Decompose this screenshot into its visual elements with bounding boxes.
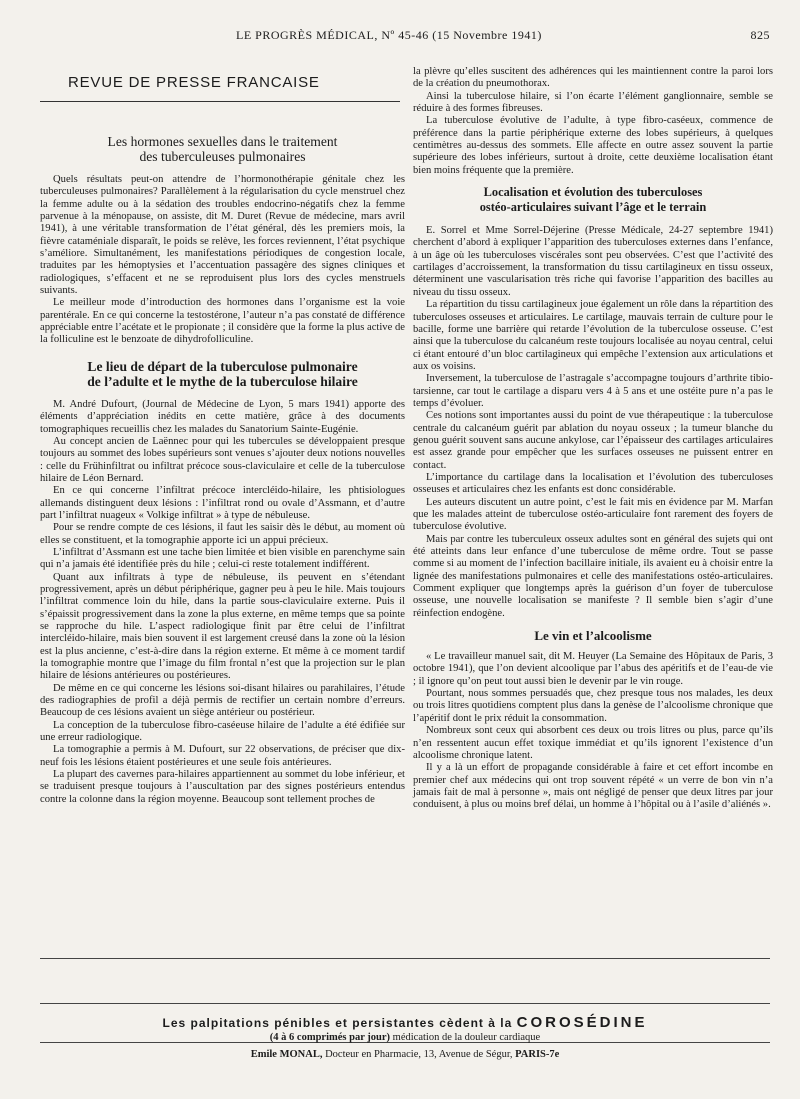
paragraph: Quant aux infiltrats à type de nébuleuse, ils peuvent en s’étendant progressivement, après un début périphérique, gagner peu à peu le hile. Mais toujours l’infiltrat commence loin du hile, dans la partie sous-claviculaire externe. Puis il s’épaissit progressivement dans la zone la plus externe, en même temps que sa pointe se rapproche du hile. L’aspect radiologique finit par être celui de l’infiltrat intercléido-hilaire, mais bien souvent il est largement creusé dans la zone où la lésion est la plus ancienne, c’est-à-dire dans la région externe. Et même à ce moment tardif la tomographie montre que l’image du film frontal n’est que la projection sur le plan hilaire de lésions antérieures ou postérieures. [40, 571, 405, 682]
right-column [413, 66, 773, 812]
advert-line-2 [40, 1032, 770, 1043]
paragraph: Pour se rendre compte de ces lésions, il faut les saisir dès le début, au moment où elles se constituent, et la tomographie apporte ici un appui précieux. [40, 522, 405, 546]
paragraph: la plèvre qu’elles suscitent des adhérences qui les maintiennent contre la paroi lors de la création du pneumothorax. [413, 66, 773, 90]
paragraph: Le meilleur mode d’introduction des hormones dans l’organisme est la voie parentérale. En ce qui concerne la testostérone, l’auteur n’a pas constaté de différence appréciable entre l’acétate et le propionate ; il considère que la forme la plus active de la folliculine est le benzoate de dihydrofolliculine. [40, 297, 405, 346]
article-title-lieu [40, 359, 405, 389]
article-title-hormones [40, 134, 405, 164]
paragraph: Quels résultats peut-on attendre de l’hormonothérapie génitale chez les tuberculeuses pulmonaires? Parallèlement à la régularisation du cycle menstruel chez la femme adulte ou à la sédation des troubles endocrino-négatifs chez la femme parvenue à la ménopause, on assiste, dit M. Duret (Revue de médecine, mars avril 1941), à une véritable transformation de l’état général, dès les premiers mois, la fièvre cataméniale disparaît, le poids se relève, les forces reviennent, l’état psychique s’améliore. Simultanément, les manifestations périodiques de congestion locale, traduites par les hémoptysies et l’accentuation passagère des signes cliniques et radiologiques, s’effacent et ne se reproduisent plus lors des cycles menstruels suivants. [40, 174, 405, 297]
paragraph: E. Sorrel et Mme Sorrel-Déjerine (Presse Médicale, 24-27 septembre 1941) cherchent d’abord à expliquer l’apparition des tuberculoses externes dans l’enfance, à un âge où les tuberculoses viscérales sont peu observées. C’est que l’activité des cartilages d’accroissement, la transformation du tissu cartilagineux en tissu osseux, déterminent une vascularisation très riche qui favorise l’apparition des bacilles au niveau du tissu osseux. [413, 225, 773, 298]
paragraph: L’infiltrat d’Assmann est une tache bien limitée et bien visible en parenchyme sain qui n’a jamais été identifiée près du hile ; celui-ci reste totalement indifférent. [40, 546, 405, 571]
footer-rule [40, 1003, 770, 1004]
title-line: ostéo-articulaires suivant l’âge et le terrain [479, 200, 707, 215]
advert-name: Emile MONAL, [250, 1049, 323, 1060]
paragraph: Inversement, la tuberculose de l’astragale s’accompagne toujours d’arthrite tibio-tarsienne, car tout le cartilage a disparu vers 4 à 5 ans et une ostéite pure n’a pas le temps d’évoluer. [413, 373, 773, 409]
paragraph: Ces notions sont importantes aussi du point de vue thérapeutique : la tuberculose centrale du calcanéum guérit par ablation du noyau osseux ; la tumeur blanche du genou guérit souvent sans aucune ankylose, car l’épaisseur des cartilages articulaires est assez grande pour empêcher que les surfaces osseuses ne puissent entrer en contact. [413, 410, 773, 471]
paragraph: M. André Dufourt, (Journal de Médecine de Lyon, 5 mars 1941) apporte des éléments d’appréciation inédits en cette matière, grâce à des documents tomographiques recueillis chez les malades du Sanatorium Sainte-Eugénie. [40, 398, 405, 435]
paragraph: Nombreux sont ceux qui absorbent ces deux ou trois litres ou plus, parce qu’ils n’en ressentent aucun effet toxique immédiat et qu’ils ignorent l’existence d’un alcoolisme chronique latent. [413, 725, 773, 761]
paragraph: La répartition du tissu cartilagineux joue également un rôle dans la répartition des tuberculoses osseuses et articulaires. Le cartilage, mauvais terrain de culture pour le bacille, forme une barrière qui retarde l’évolution de la tuberculose osseuse. C’est ainsi que la tuberculose du calcanéum reste toujours localisée au noyau central, celui ci étant entouré d’un bloc cartilagineux qui empêche l’extension aux articulations et aux os voisins. [413, 299, 773, 372]
paragraph: Il y a là un effort de propagande considérable à faire et cet effort incombe en premier chef aux médecins qui ont trop souvent répété « un verre de bon vin n’a jamais fait de mal à personne », mais ont négligé de penser que deux litres par jour conduisent, à plus ou moins bref délai, un homme à l’hôpital ou à l’asile d’aliénés ». [413, 762, 773, 811]
advert-line-3 [40, 1049, 770, 1060]
paragraph: La tuberculose évolutive de l’adulte, à type fibro-caséeux, commence de préférence dans la partie périphérique externe des lobes supérieurs, à quelques centimètres au-dessus des sommets. Elle affecte en outre assez souvent la partie supérieure des lobes inférieurs, surtout à droite, cette deuxième localisation étant bien moins fréquente que la première. [413, 115, 773, 176]
advert-brand: COROSÉDINE [516, 1014, 648, 1031]
paragraph: L’importance du cartilage dans la localisation et l’évolution des tuberculoses osseuses et articulaires chez les enfants est donc considérable. [413, 471, 773, 496]
left-column [40, 70, 405, 806]
page-number: 825 [750, 28, 770, 42]
title-line: Localisation et évolution des tuberculoses [483, 185, 703, 200]
paragraph: « Le travailleur manuel sait, dit M. Heuyer (La Semaine des Hôpitaux de Paris, 3 octobre 1941), que l’on devient alcoolique par l’abus des apéritifs et de l’eau-de vie ; il ignore qu’on peut tout aussi bien le devenir par le vin rouge. [413, 651, 773, 687]
page-header [40, 28, 770, 44]
advert-text: Les palpitations pénibles et persistantes cèdent à la [162, 1016, 513, 1030]
footer-rule [40, 958, 770, 959]
advert-city: PARIS-7e [515, 1049, 560, 1060]
paragraph: Au concept ancien de Laënnec pour qui les tubercules se développaient presque toujours au sommet des lobes supérieurs sont venues s’ajouter deux notions nouvelles : celle du Frühinfiltrat ou infiltrat précoce sous-claviculaire et celle de la tuberculose hilaire de Léon Bernard. [40, 435, 405, 484]
advert-text: médication de la douleur cardiaque [392, 1032, 541, 1043]
title-line: Le lieu de départ de la tuberculose pulmonaire [87, 358, 358, 374]
running-title: LE PROGRÈS MÉDICAL, Nº 45-46 (15 Novembre 1941) [236, 28, 542, 42]
article-title-vin: Le vin et l’alcoolisme [534, 628, 652, 644]
title-line: Les hormones sexuelles dans le traitement [107, 134, 338, 149]
advert-line-1 [40, 1014, 770, 1031]
paragraph: En ce qui concerne l’infiltrat précoce intercléido-hilaire, les phtisiologues allemands distinguent deux lésions : l’infiltrat rond ou ovale d’Assmann, et d’autre part l’infiltrat nuageux « Volkige infiltrat » à type de nébuleuse. [40, 485, 405, 521]
paragraph: De même en ce qui concerne les lésions soi-disant hilaires ou parahilaires, l’étude des radiographies de profil a déjà permis de rectifier un certain nombre d’erreurs. Beaucoup de ces lésions avaient un siège antérieur ou postérieur. [40, 682, 405, 719]
paragraph: Mais par contre les tuberculeux osseux adultes sont en général des sujets qui ont été atteints dans leur enfance d’une tuberculose de même ordre. Tout se passe comme si au moment de l’infection bacillaire initiale, ils avaient eu à choisir entre la lignée des manifestations pulmonaires et celle des manifestations ostéo-articulaires. Comment expliquer que longtemps après la guérison d’un foyer de tuberculose osseuse, une nouvelle localisation se manifeste ? Il semble bien s’agir d’une réinfection endogène. [413, 533, 773, 619]
rubric-rule [40, 101, 400, 102]
advert-address: Docteur en Pharmacie, 13, Avenue de Ségur, [325, 1049, 513, 1060]
paragraph: La plupart des cavernes para-hilaires appartiennent au sommet du lobe inférieur, et se traduisent presque toujours à l’auscultation par des signes postérieurs entendus contre la colonne dans la région moyenne. Beaucoup sont tellement proches de [40, 769, 405, 805]
paragraph: La tomographie a permis à M. Dufourt, sur 22 observations, de préciser que dix-neuf fois les lésions étaient postérieures et une seule fois antérieures. [40, 744, 405, 768]
paragraph: La conception de la tuberculose fibro-caséeuse hilaire de l’adulte a été édifiée sur une erreur radiologique. [40, 719, 405, 744]
title-line: de l’adulte et le mythe de la tuberculose hilaire [87, 373, 358, 389]
advert-dose: (4 à 6 comprimés par jour) [269, 1032, 391, 1043]
section-rubric: REVUE DE PRESSE FRANCAISE [68, 74, 320, 91]
paragraph: Les auteurs discutent un autre point, c’est le fait mis en évidence par M. Marfan que les malades atteint de tuberculose ostéo-articulaire font rarement des foyers de tuberculose évolutive. [413, 496, 773, 533]
title-line: des tuberculeuses pulmonaires [139, 149, 306, 164]
paragraph: Ainsi la tuberculose hilaire, si l’on écarte l’élément ganglionnaire, semble se réduire à des formes fibreuses. [413, 90, 773, 115]
paragraph: Pourtant, nous sommes persuadés que, chez presque tous nos malades, les deux ou trois litres quotidiens comptent plus dans la genèse de l’alcoolisme chronique que l’apéritif dont le prix réduit la consommation. [413, 688, 773, 724]
article-title-localisation [413, 185, 773, 215]
